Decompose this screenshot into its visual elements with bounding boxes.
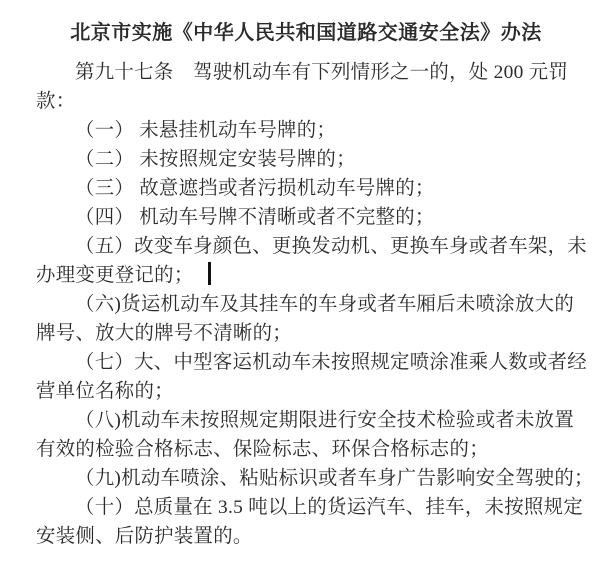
text-line[interactable]: [36, 87, 576, 116]
text-line[interactable]: [36, 319, 576, 348]
text-line-content: 办理变更登记的；: [36, 265, 194, 286]
text-line[interactable]: [36, 348, 587, 377]
text-line-content: （七）大、中型客运机动车未按照规定喷涂准乘人数或者经: [75, 352, 587, 373]
text-cursor: [208, 262, 211, 285]
text-line-content: （一） 未悬挂机动车号牌的；: [75, 120, 337, 141]
text-line[interactable]: [36, 522, 576, 551]
text-line-content: 有效的检验合格标志、保险标志、环保合格标志的；: [36, 439, 489, 460]
text-line-content: 款：: [36, 91, 76, 112]
text-line[interactable]: [36, 464, 594, 493]
text-line[interactable]: [36, 435, 576, 464]
text-line-content: （十）总质量在 3.5 吨以上的货运汽车、挂车，未按照规定: [75, 497, 584, 518]
document-title[interactable]: 北京市实施《中华人民共和国道路交通安全法》办法: [70, 22, 542, 44]
text-line[interactable]: [36, 203, 576, 232]
text-line-content: 牌号、放大的牌号不清晰的；: [36, 323, 292, 344]
text-line-content: （五）改变车身颜色、更换发动机、更换车身或者车架，未: [75, 236, 587, 257]
text-line[interactable]: [36, 116, 576, 145]
text-line-content: （三） 故意遮挡或者污损机动车号牌的；: [75, 178, 435, 199]
text-line-content: （六)货运机动车及其挂车的车身或者车厢后未喷涂放大的: [75, 294, 575, 315]
text-line[interactable]: [36, 261, 576, 290]
text-line-content: （二） 未按照规定安装号牌的；: [75, 149, 356, 170]
text-line-content: 第九十七条 驾驶机动车有下列情形之一的，处 200 元罚: [75, 62, 569, 83]
text-line[interactable]: [36, 145, 576, 174]
text-line-content: （八)机动车未按照规定期限进行安全技术检验或者未放置: [75, 410, 575, 431]
document-lines: [36, 58, 594, 551]
text-line[interactable]: [36, 58, 576, 87]
text-line[interactable]: [36, 290, 576, 319]
text-line-content: 营单位名称的；: [36, 381, 174, 402]
text-line[interactable]: [36, 377, 576, 406]
text-line[interactable]: [36, 174, 576, 203]
text-line-content: （九)机动车喷涂、粘贴标识或者车身广告影响安全驾驶的；: [75, 468, 594, 489]
text-line-content: （四） 机动车号牌不清晰或者不完整的；: [75, 207, 435, 228]
text-line[interactable]: [36, 232, 587, 261]
text-line-content: 安装侧、后防护装置的。: [36, 526, 253, 547]
text-line[interactable]: [36, 493, 584, 522]
text-line[interactable]: [36, 406, 576, 435]
